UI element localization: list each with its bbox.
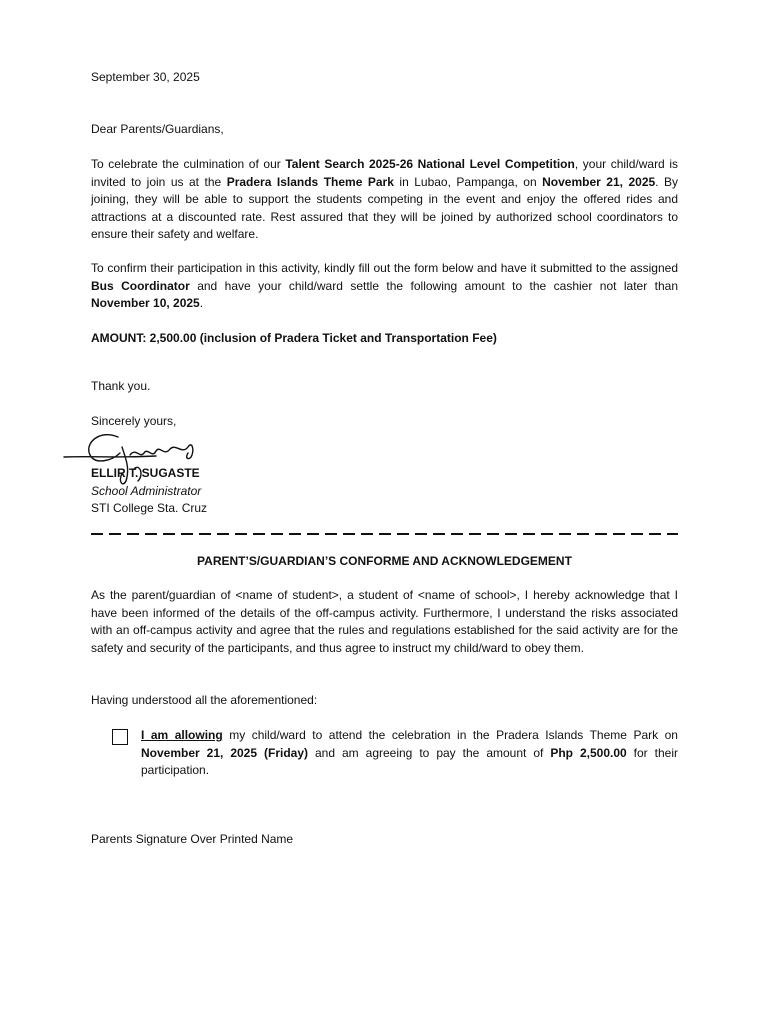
option-text: for their participation.: [141, 745, 678, 778]
bus-coordinator: Bus Coordinator: [91, 278, 190, 293]
signatory-title: School Administrator: [91, 484, 202, 498]
allow-label: I am allowing: [141, 728, 223, 742]
event-date: November 21, 2025: [542, 174, 656, 189]
allow-option-text: [141, 727, 678, 780]
option-date: November 21, 2025 (Friday): [141, 745, 309, 760]
form-heading: PARENT’S/GUARDIAN’S CONFORME AND ACKNOWLEDGEMENT: [197, 554, 572, 568]
signatory-name: ELLIR T. SUGASTE: [91, 466, 200, 480]
letter-date: September 30, 2025: [91, 70, 200, 84]
event-name: Talent Search 2025-26 National Level Competition: [285, 157, 575, 171]
option-text: my child/ward to attend the celebration in the Pradera Islands Theme Park on: [222, 728, 678, 742]
thank-you: Thank you.: [91, 379, 151, 393]
deadline-date: November 10, 2025: [91, 296, 200, 311]
invitation-text: . By joining, they will be able to support the students competing in the event and enjoy the offered rides and attractions at a discounted rate. Rest assured that they will be joined by authorized school coordinators to ensure their safety and welfare.: [91, 174, 678, 242]
venue-name: Pradera Islands Theme Park: [226, 174, 394, 189]
signature-label: Parents Signature Over Printed Name: [91, 832, 294, 846]
confirmation-text: and have your child/ward settle the following amount to the cashier not later than: [189, 278, 678, 293]
paragraph-invitation: [91, 156, 678, 244]
confirmation-text: .: [199, 296, 204, 311]
form-intro: Having understood all the aforementioned:: [91, 693, 318, 707]
salutation: Dear Parents/Guardians,: [91, 122, 224, 136]
invitation-text: in Lubao, Pampanga, on: [393, 174, 543, 189]
closing: Sincerely yours,: [91, 414, 177, 428]
invitation-text: To celebrate the culmination of our: [91, 157, 286, 171]
cut-line-divider: [91, 533, 678, 535]
signatory-school: STI College Sta. Cruz: [91, 501, 208, 515]
confirmation-text: To confirm their participation in this activity, kindly fill out the form below and have it submitted to the assigned: [91, 261, 678, 275]
acknowledgement-paragraph: As the parent/guardian of <name of student>, a student of <name of school>, I hereby acknowledge that I have been informed of the details of the off-campus activity. Furthermore, I understand the risks associated with an off-campus activity and agree that the rules and regulations established for the said activity are for the safety and security of the participants, and thus agree to instruct my child/ward to obey them.: [91, 588, 678, 655]
allow-checkbox[interactable]: [112, 729, 128, 745]
paragraph-confirmation: [91, 260, 678, 313]
invitation-text: , your child/ward is invited to join us at the: [91, 157, 678, 189]
option-text: and am agreeing to pay the amount of: [308, 745, 551, 760]
amount-line: AMOUNT: 2,500.00 (inclusion of Pradera Ticket and Transportation Fee): [91, 331, 497, 345]
option-amount: Php 2,500.00: [550, 745, 627, 760]
